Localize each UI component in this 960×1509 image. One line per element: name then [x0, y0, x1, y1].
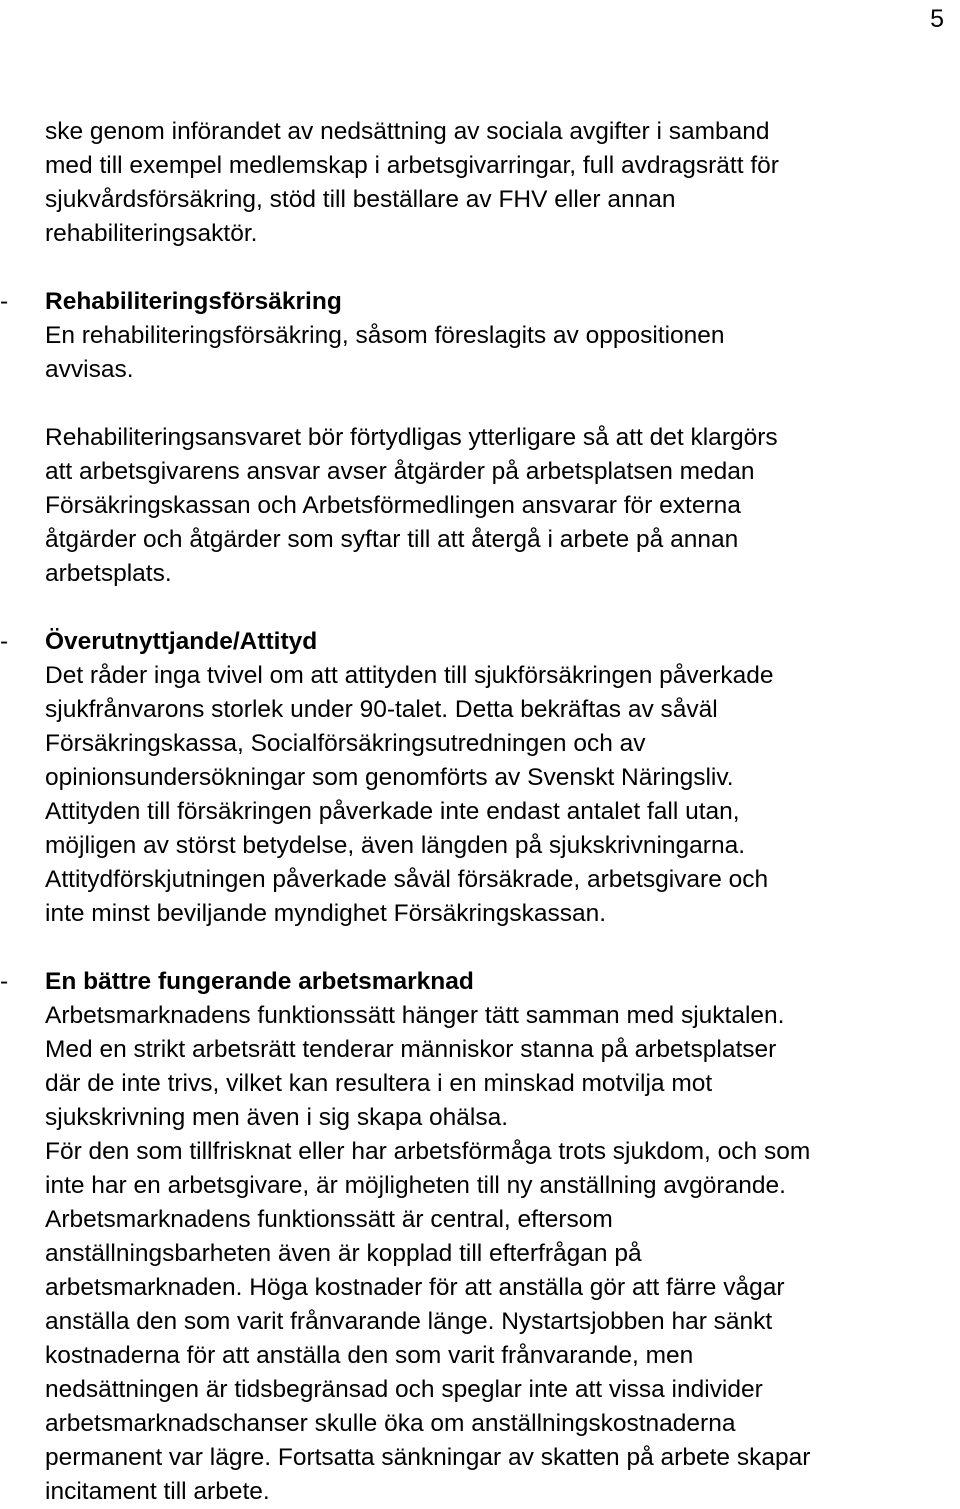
text-line: sjukfrånvarons storlek under 90-talet. Detta bekräftas av såväl — [45, 696, 718, 723]
text-line: möjligen av störst betydelse, även längden på sjukskrivningarna. — [45, 832, 746, 859]
text-line: permanent var lägre. Fortsatta sänkningar av skatten på arbete skapar — [45, 1444, 811, 1471]
section-overutnyttjande-attityd — [0, 625, 957, 931]
text-line: sjukskrivning men även i sig skapa ohälsa. — [45, 1104, 509, 1131]
text-line: Försäkringskassa, Socialförsäkringsutredningen och av — [45, 730, 646, 757]
text-line: För den som tillfrisknat eller har arbetsförmåga trots sjukdom, och som — [45, 1138, 811, 1165]
text-line: opinionsundersökningar som genomförts av Svenskt Näringsliv. — [45, 764, 734, 791]
text-line: Med en strikt arbetsrätt tenderar människor stanna på arbetsplatser — [45, 1036, 777, 1063]
text-line: Det råder inga tvivel om att attityden till sjukförsäkringen påverkade — [45, 662, 774, 689]
section-battre-arbetsmarknad — [0, 965, 957, 1509]
text-line: att arbetsgivarens ansvar avser åtgärder på arbetsplatsen medan — [45, 458, 755, 485]
text-line: med till exempel medlemskap i arbetsgivarringar, full avdragsrätt för — [45, 152, 779, 179]
document-body — [0, 115, 957, 1509]
section-paragraph — [45, 421, 957, 591]
text-line: Arbetsmarknadens funktionssätt är central, eftersom — [45, 1206, 613, 1233]
text-line: avvisas. — [45, 356, 134, 383]
list-dash: - — [0, 628, 9, 655]
text-line: rehabiliteringsaktör. — [45, 220, 258, 247]
text-line: inte minst beviljande myndighet Försäkringskassan. — [45, 900, 607, 927]
list-dash: - — [0, 968, 9, 995]
text-line: En rehabiliteringsförsäkring, såsom föreslagits av oppositionen — [45, 322, 725, 349]
intro-paragraph — [45, 115, 957, 251]
text-line: anställa den som varit frånvarande länge. Nystartsjobben har sänkt — [45, 1308, 773, 1335]
text-line: nedsättningen är tidsbegränsad och speglar inte att vissa individer — [45, 1376, 763, 1403]
text-line: arbetsmarknadschanser skulle öka om anställningskostnaderna — [45, 1410, 736, 1437]
text-line: anställningsbarheten även är kopplad till efterfrågan på — [45, 1240, 642, 1267]
section-paragraph — [45, 999, 957, 1509]
section-paragraph — [45, 659, 957, 931]
text-line: arbetsplats. — [45, 560, 172, 587]
text-line: kostnaderna för att anställa den som varit frånvarande, men — [45, 1342, 694, 1369]
section-paragraph — [45, 319, 957, 387]
text-line: Attitydförskjutningen påverkade såväl försäkrade, arbetsgivare och — [45, 866, 769, 893]
text-line: Rehabiliteringsansvaret bör förtydligas ytterligare så att det klargörs — [45, 424, 778, 451]
text-line: incitament till arbete. — [45, 1478, 270, 1505]
text-line: åtgärder och åtgärder som syftar till att återgå i arbete på annan — [45, 526, 739, 553]
section-rehabiliteringsforsakring — [0, 285, 957, 591]
text-line: inte har en arbetsgivare, är möjligheten till ny anställning avgörande. — [45, 1172, 786, 1199]
section-heading: Rehabiliteringsförsäkring — [45, 288, 342, 315]
text-line: ske genom införandet av nedsättning av sociala avgifter i samband — [45, 118, 770, 145]
list-dash: - — [0, 288, 9, 315]
text-line: där de inte trivs, vilket kan resultera i en minskad motvilja mot — [45, 1070, 713, 1097]
text-line: Attityden till försäkringen påverkade inte endast antalet fall utan, — [45, 798, 740, 825]
text-line: sjukvårdsförsäkring, stöd till beställare av FHV eller annan — [45, 186, 676, 213]
text-line: Försäkringskassan och Arbetsförmedlingen ansvarar för externa — [45, 492, 741, 519]
section-heading: Överutnyttjande/Attityd — [45, 628, 318, 655]
text-line: Arbetsmarknadens funktionssätt hänger tätt samman med sjuktalen. — [45, 1002, 785, 1029]
section-heading: En bättre fungerande arbetsmarknad — [45, 968, 474, 995]
page-number: 5 — [930, 5, 944, 33]
text-line: arbetsmarknaden. Höga kostnader för att anställa gör att färre vågar — [45, 1274, 785, 1301]
